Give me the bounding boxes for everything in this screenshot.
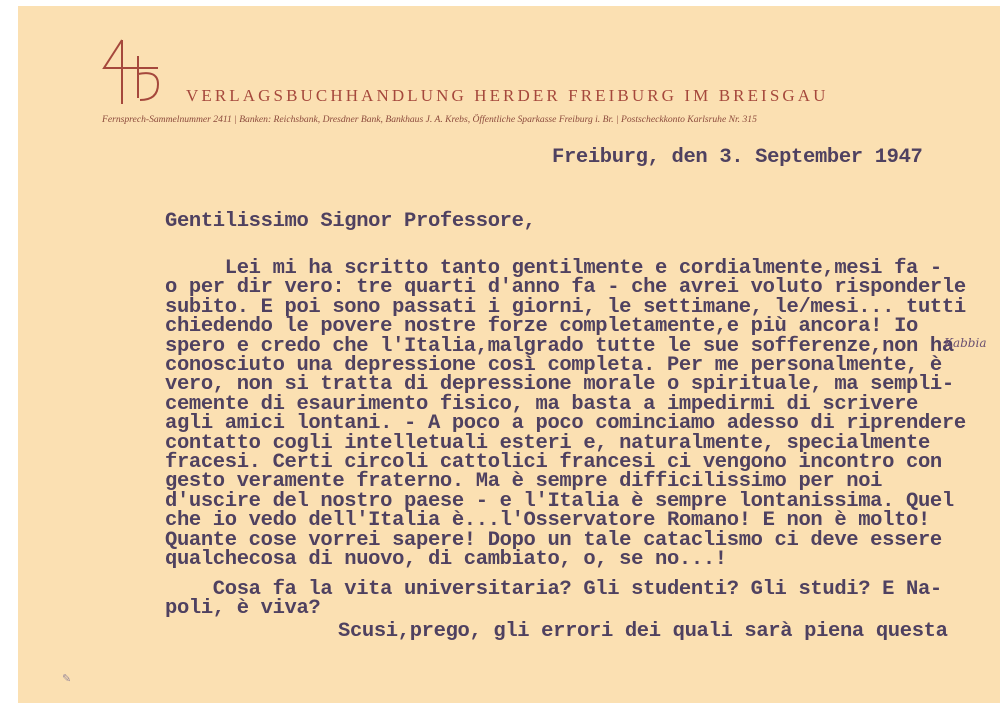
paragraph-1-line: Quante cose vorrei sapere! Dopo un tale cataclismo ci deve essere (165, 528, 942, 552)
contact-line: Fernsprech-Sammelnummer 2411 | Banken: Reichsbank, Dresdner Bank, Bankhaus J. A. Krebs, Öffentliche Sparkasse Freiburg i. Br. | Postscheckkonto Karlsruhe Nr. 315 (102, 114, 757, 125)
closing-line: Scusi,prego, gli errori dei quali sarà piena questa (338, 620, 948, 643)
paragraph-1-line: Lei mi ha scritto tanto gentilmente e cordialmente,mesi fa - (165, 257, 942, 280)
paragraph-1-line: fracesi. Certi circoli cattolici francesi ci vengono incontro con (165, 451, 942, 474)
pencil-mark: ✎ (62, 672, 72, 685)
herder-logo (100, 38, 160, 104)
paragraph-1-line: conosciuto una depressione così completa. Per me personalmente, è (165, 354, 942, 377)
paragraph-1-line: che io vedo dell'Italia è...l'Osservatore Romano! E non è molto! (165, 509, 930, 533)
paragraph-1-line: spero e credo che l'Italia,malgrado tutte le sue sofferenze,non ha (165, 334, 954, 358)
paragraph-1-line: gesto veramente fraterno. Ma è sempre difficilissimo per noi (165, 470, 883, 494)
firm-name: VERLAGSBUCHHANDLUNG HERDER FREIBURG IM BREISGAU (186, 86, 829, 105)
date-line: Freiburg, den 3. September 1947 (552, 146, 923, 169)
paragraph-1-line: qualchecosa di nuovo, di cambiato, o, se no...! (165, 548, 727, 571)
paragraph-1-line: vero, non si tratta di depressione morale o spirituale, ma sempli- (165, 373, 954, 397)
paragraph-1-line: cemente di esaurimento fisico, ma basta a impedirmi di scrivere (165, 392, 918, 416)
paragraph-1-line: chiedendo le povere nostre forze completamente,e più ancora! Io (165, 315, 918, 339)
handwritten-margin-note: Kabbia (944, 336, 987, 350)
paragraph-1-line: d'uscire del nostro paese - e l'Italia è sempre lontanissima. Quel (165, 489, 954, 513)
paragraph-2-line: poli, è viva? (165, 597, 321, 621)
salutation: Gentilissimo Signor Professore, (165, 210, 536, 233)
paragraph-1-line: contatto cogli intelletuali esteri e, naturalmente, specialmente (165, 431, 930, 455)
paragraph-1-line: agli amici lontani. - A poco a poco cominciamo adesso di riprendere (165, 412, 966, 436)
paragraph-2-line: Cosa fa la vita universitaria? Gli studenti? Gli studi? E Na- (165, 578, 942, 601)
paragraph-1-line: o per dir vero: tre quarti d'anno fa - che avrei voluto risponderle (165, 276, 966, 300)
paragraph-1-line: subito. E poi sono passati i giorni, le settimane, le/mesi... tutti (165, 295, 966, 319)
